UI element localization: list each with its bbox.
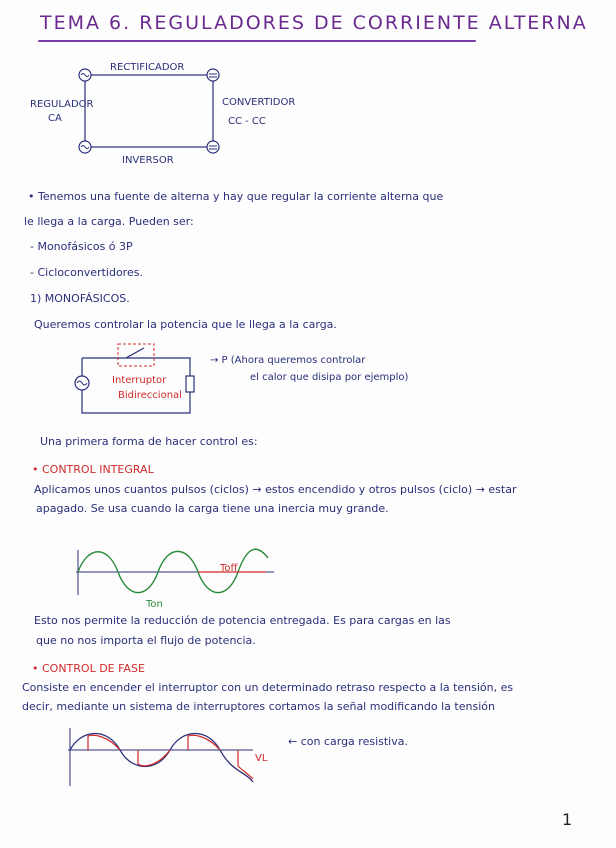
diagram-label-converter: CONVERTIDOR — [222, 97, 296, 108]
section-text: Queremos controlar la potencia que le llega a la carga. — [34, 318, 337, 331]
integral-sine — [78, 549, 268, 592]
wave-label-vl: VL — [255, 753, 268, 764]
intro-item-2: - Cicloconvertidores. — [30, 266, 143, 279]
wave-label-ton: Ton — [146, 599, 163, 610]
switch-box — [118, 344, 154, 366]
intro-item-1: - Monofásicos ó 3P — [30, 240, 133, 253]
integral-waveform — [76, 540, 276, 615]
page-title: TEMA 6. REGULADORES DE CORRIENTE ALTERNA — [40, 12, 588, 34]
integral-line-2: apagado. Se usa cuando la carga tiene una inercia muy grande. — [36, 502, 389, 515]
title-underline — [38, 40, 476, 42]
source-bottom-right-icon — [207, 141, 219, 153]
page-number: 1 — [562, 810, 573, 829]
integral-after-1: Esto nos permite la reducción de potencia entregada. Es para cargas en las — [34, 614, 451, 627]
phase-cut-signal — [88, 735, 253, 779]
phase-load-note: ← con carga resistiva. — [288, 735, 408, 748]
phase-line-1: Consiste en encender el interruptor con un determinado retraso respecto a la tensión, es — [22, 681, 514, 694]
intro-line-1: • Tenemos una fuente de alterna y hay que regular la corriente alterna que — [28, 190, 444, 203]
source-top-right-icon — [207, 69, 219, 81]
diagram-label-rectifier: RECTIFICADOR — [110, 62, 185, 73]
integral-after-2: que no nos importa el flujo de potencia. — [36, 634, 256, 647]
integral-line-1: Aplicamos unos cuantos pulsos (ciclos) → estos encendido y otros pulsos (ciclo) → estar — [34, 483, 517, 496]
diagram-label-inverter: INVERSOR — [122, 155, 174, 166]
switch-label-2: Bidireccional — [118, 390, 182, 401]
circuit-note-1: → P (Ahora queremos controlar — [210, 355, 366, 366]
integral-heading: • CONTROL INTEGRAL — [32, 463, 154, 476]
phase-line-2: decir, mediante un sistema de interruptores cortamos la señal modificando la tensión — [22, 700, 495, 713]
first-form-text: Una primera forma de hacer control es: — [40, 435, 258, 448]
diagram-label-ca: CA — [48, 113, 62, 124]
switch-icon — [126, 348, 144, 358]
wave-label-toff: Toff — [220, 563, 238, 574]
phase-sine — [70, 734, 253, 783]
diagram-label-regulator: REGULADOR — [30, 99, 94, 110]
phase-heading: • CONTROL DE FASE — [32, 662, 145, 675]
circuit-note-2: el calor que disipa por ejemplo) — [250, 372, 409, 383]
load-resistor-icon — [186, 376, 194, 392]
section-heading-monofasicos: 1) MONOFÁSICOS. — [30, 292, 130, 305]
phase-waveform — [68, 724, 258, 792]
intro-line-2: le llega a la carga. Pueden ser: — [24, 215, 194, 228]
converter-diagram — [70, 60, 240, 170]
diagram-rectangle — [85, 75, 213, 147]
diagram-label-cc-cc: CC - CC — [228, 116, 266, 127]
switch-label-1: Interruptor — [112, 375, 167, 386]
